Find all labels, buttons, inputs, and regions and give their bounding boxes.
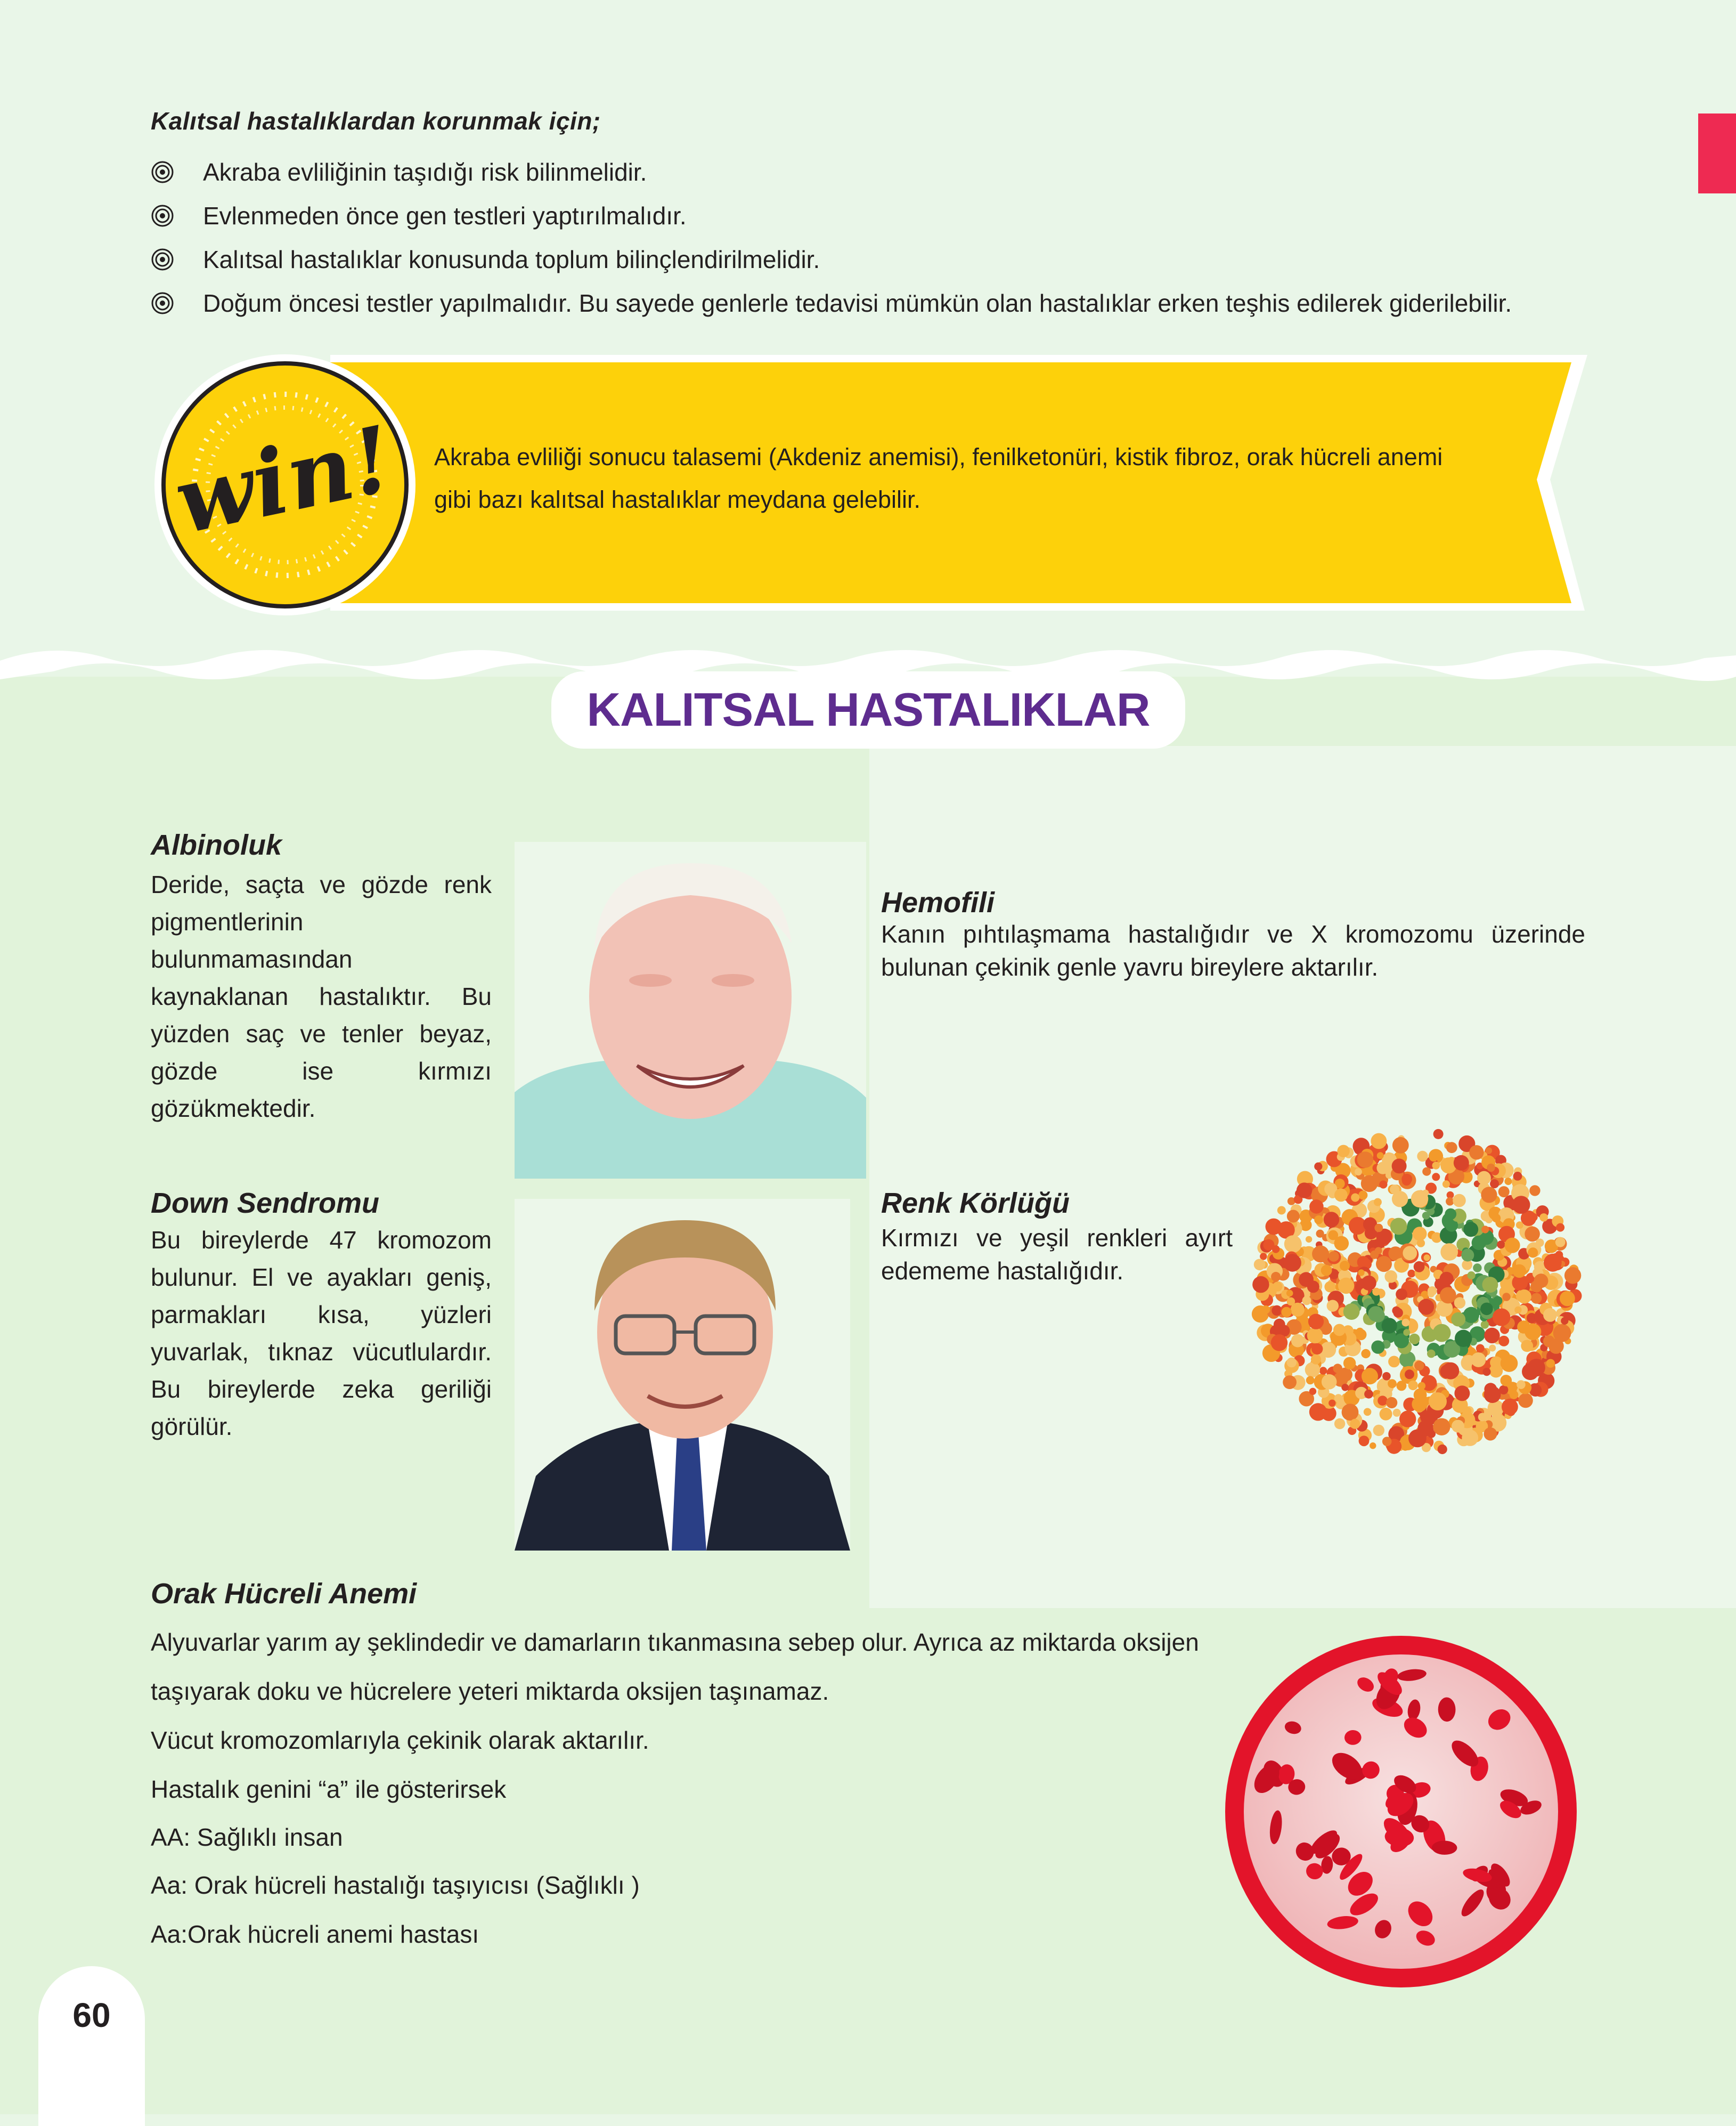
plate-dot bbox=[1358, 1191, 1367, 1200]
plate-dot bbox=[1291, 1334, 1305, 1348]
intro-title: Kalıtsal hastalıklardan korunmak için; bbox=[151, 107, 601, 135]
plate-dot bbox=[1388, 1356, 1400, 1368]
plate-dot bbox=[1438, 1445, 1447, 1454]
plate-dot bbox=[1433, 1129, 1444, 1139]
plate-dot bbox=[1329, 1400, 1335, 1407]
plate-dot bbox=[1525, 1324, 1541, 1340]
plate-dot bbox=[1329, 1251, 1339, 1262]
plate-dot bbox=[1334, 1418, 1345, 1429]
plate-dot bbox=[1401, 1174, 1412, 1184]
plate-dot bbox=[1305, 1362, 1320, 1377]
plate-dot bbox=[1463, 1307, 1479, 1323]
plate-dot bbox=[1501, 1375, 1512, 1386]
plate-dot bbox=[1412, 1397, 1427, 1412]
plate-dot bbox=[1454, 1155, 1469, 1171]
plate-dot bbox=[1501, 1354, 1518, 1372]
plate-dot bbox=[1403, 1246, 1417, 1260]
plate-dot bbox=[1324, 1212, 1339, 1227]
plate-dot bbox=[1440, 1243, 1458, 1261]
plate-dot bbox=[1334, 1236, 1349, 1251]
plate-dot bbox=[1382, 1318, 1397, 1333]
plate-dot bbox=[1432, 1173, 1440, 1181]
orak-title: Orak Hücreli Anemi bbox=[151, 1578, 417, 1610]
plate-dot bbox=[1319, 1367, 1327, 1375]
plate-dot bbox=[1312, 1245, 1329, 1262]
plate-dot bbox=[1324, 1281, 1335, 1293]
plate-dot bbox=[1498, 1186, 1510, 1197]
albinoluk-title: Albinoluk bbox=[151, 829, 282, 861]
plate-dot bbox=[1482, 1277, 1498, 1293]
plate-dot bbox=[1379, 1180, 1387, 1188]
plate-dot bbox=[1493, 1296, 1503, 1305]
albinoluk-text: Deride, saçta ve gözde renk pigmentlerinin bulunmamasından kaynaklanan hastalıktır. Bu yüzden saç ve tenler beyaz, gözde ise kırmızı gözükmektedir. bbox=[151, 871, 492, 1122]
plate-dot bbox=[1504, 1178, 1512, 1185]
plate-dot bbox=[1338, 1278, 1354, 1294]
plate-dot bbox=[1418, 1299, 1434, 1315]
orak-line: taşıyarak doku ve hücrelere yeteri miktarda oksijen taşınamaz. bbox=[151, 1677, 829, 1705]
plate-dot bbox=[1364, 1408, 1372, 1416]
plate-dot bbox=[1487, 1164, 1495, 1172]
plate-dot bbox=[1286, 1358, 1297, 1368]
plate-dot bbox=[1409, 1334, 1420, 1344]
plate-dot bbox=[1482, 1368, 1490, 1376]
plate-dot bbox=[1407, 1270, 1415, 1278]
plate-dot bbox=[1392, 1158, 1407, 1173]
plate-dot bbox=[1283, 1375, 1297, 1389]
plate-dot bbox=[1340, 1261, 1350, 1271]
plate-dot bbox=[1534, 1273, 1548, 1288]
plate-dot bbox=[1390, 1218, 1407, 1235]
orak-line: Vücut kromozomlarıyla çekinik olarak aktarılır. bbox=[151, 1726, 649, 1754]
plate-dot bbox=[1528, 1247, 1538, 1257]
plate-dot bbox=[1408, 1381, 1418, 1390]
plate-dot bbox=[1337, 1145, 1349, 1157]
plate-dot bbox=[1302, 1296, 1311, 1305]
albino-person-photo bbox=[515, 842, 866, 1179]
plate-dot bbox=[1413, 1227, 1427, 1241]
plate-dot bbox=[1343, 1357, 1356, 1369]
plate-dot bbox=[1321, 1265, 1332, 1276]
plate-dot bbox=[1327, 1300, 1339, 1312]
plate-dot bbox=[1357, 1151, 1374, 1168]
plate-dot bbox=[1517, 1380, 1526, 1389]
plate-dot bbox=[1493, 1308, 1510, 1326]
plate-dot bbox=[1454, 1297, 1465, 1308]
plate-dot bbox=[1429, 1152, 1439, 1162]
plate-dot bbox=[1392, 1307, 1400, 1315]
plate-dot bbox=[1414, 1361, 1424, 1371]
plate-dot bbox=[1521, 1340, 1533, 1352]
plate-dot bbox=[1309, 1199, 1324, 1214]
red-edge-tab bbox=[1698, 113, 1736, 193]
plate-dot bbox=[1362, 1276, 1376, 1291]
plate-dot bbox=[1377, 1152, 1384, 1159]
plate-dot bbox=[1362, 1368, 1378, 1384]
plate-dot bbox=[1505, 1238, 1520, 1253]
banner-line: Akraba evliliği sonucu talasemi (Akdeniz anemisi), fenilketonüri, kistik fibroz, orak hücreli anemi bbox=[434, 443, 1443, 470]
list-item-text: Evlenmeden önce gen testleri yaptırılmalıdır. bbox=[203, 202, 687, 230]
plate-dot bbox=[1322, 1374, 1337, 1390]
plate-dot bbox=[1514, 1307, 1521, 1313]
plate-dot bbox=[1414, 1261, 1425, 1272]
plate-dot bbox=[1446, 1142, 1457, 1153]
plate-dot bbox=[1497, 1240, 1505, 1248]
plate-dot bbox=[1291, 1303, 1305, 1317]
orak-line: Aa:Orak hücreli anemi hastası bbox=[151, 1920, 479, 1948]
plate-dot bbox=[1454, 1385, 1470, 1401]
plate-dot bbox=[1461, 1249, 1474, 1262]
plate-dot bbox=[1442, 1180, 1450, 1188]
plate-dot bbox=[1516, 1221, 1523, 1229]
orak-text bbox=[151, 1628, 1323, 1969]
plate-dot bbox=[1445, 1208, 1456, 1220]
plate-dot bbox=[1522, 1393, 1531, 1403]
color-blindness-test-plate bbox=[1246, 1122, 1587, 1463]
list-item-text: Doğum öncesi testler yapılmalıdır. Bu sayede genlerle tedavisi mümkün olan hastalıklar erken teşhis edilerek giderilebilir. bbox=[203, 289, 1512, 317]
section-title: KALITSAL HASTALIKLAR bbox=[586, 683, 1150, 736]
plate-dot bbox=[1422, 1167, 1431, 1176]
plate-dot bbox=[1440, 1287, 1456, 1304]
list-item bbox=[151, 150, 1696, 194]
plate-dot bbox=[1555, 1237, 1566, 1247]
plate-dot bbox=[1351, 1194, 1359, 1202]
plate-dot bbox=[1374, 1224, 1383, 1232]
plate-dot bbox=[1262, 1305, 1270, 1314]
plate-dot bbox=[1333, 1364, 1342, 1373]
plate-dot bbox=[1484, 1427, 1497, 1441]
plate-dot bbox=[1359, 1435, 1370, 1446]
plate-dot bbox=[1522, 1364, 1539, 1381]
plate-dot bbox=[1334, 1394, 1343, 1402]
plate-dot bbox=[1311, 1343, 1323, 1354]
plate-dot bbox=[1396, 1288, 1407, 1300]
plate-dot bbox=[1546, 1359, 1555, 1368]
plate-dot bbox=[1374, 1198, 1382, 1206]
plate-dot bbox=[1405, 1369, 1414, 1379]
plate-dot bbox=[1392, 1191, 1408, 1207]
plate-dot bbox=[1376, 1256, 1392, 1272]
orak-line: Aa: Orak hücreli hastalığı taşıyıcısı (Sağlıklı ) bbox=[151, 1871, 640, 1899]
banner-text bbox=[434, 436, 1553, 521]
page-number-tab bbox=[38, 1966, 145, 2126]
plate-dot bbox=[1355, 1168, 1362, 1175]
plate-dot bbox=[1333, 1324, 1346, 1336]
orak-line: Alyuvarlar yarım ay şeklindedir ve damarların tıkanmasına sebep olur. Ayrıca az miktarda oksijen bbox=[151, 1628, 1199, 1656]
plate-dot bbox=[1311, 1354, 1321, 1365]
plate-dot bbox=[1361, 1349, 1370, 1358]
plate-dot bbox=[1451, 1312, 1465, 1327]
orak-line: Hastalık genini “a” ile gösterirsek bbox=[151, 1775, 507, 1803]
plate-dot bbox=[1373, 1425, 1384, 1436]
plate-dot bbox=[1314, 1163, 1322, 1171]
plate-dot bbox=[1427, 1350, 1436, 1358]
plate-dot bbox=[1306, 1236, 1312, 1243]
plate-dot bbox=[1382, 1372, 1391, 1381]
renk-title: Renk Körlüğü bbox=[881, 1187, 1070, 1219]
plate-dot bbox=[1308, 1314, 1324, 1329]
spiral-bullet-icon bbox=[151, 248, 174, 271]
red-blood-cells-illustration bbox=[1222, 1630, 1579, 1993]
plate-dot bbox=[1489, 1345, 1496, 1352]
plate-dot bbox=[1502, 1293, 1510, 1301]
plate-dot bbox=[1429, 1392, 1447, 1410]
plate-dot bbox=[1393, 1409, 1401, 1417]
plate-dot bbox=[1484, 1386, 1501, 1403]
plate-dot bbox=[1307, 1327, 1323, 1343]
plate-dot bbox=[1356, 1328, 1364, 1336]
plate-dot bbox=[1471, 1352, 1486, 1367]
plate-dot bbox=[1403, 1329, 1410, 1336]
banner-line: gibi bazı kalıtsal hastalıklar meydana gelebilir. bbox=[434, 486, 920, 513]
plate-dot bbox=[1284, 1254, 1301, 1271]
plate-dot bbox=[1560, 1291, 1575, 1307]
plate-dot bbox=[1388, 1379, 1397, 1388]
plate-dot bbox=[1481, 1226, 1489, 1233]
plate-dot bbox=[1309, 1388, 1316, 1395]
plate-dot bbox=[1334, 1189, 1348, 1202]
plate-dot bbox=[1316, 1230, 1324, 1238]
plate-dot bbox=[1484, 1328, 1499, 1343]
plate-dot bbox=[1277, 1206, 1286, 1215]
plate-dot bbox=[1428, 1291, 1435, 1297]
plate-dot bbox=[1372, 1288, 1380, 1296]
plate-dot bbox=[1502, 1399, 1518, 1415]
spiral-bullet-icon bbox=[151, 160, 174, 184]
plate-dot bbox=[1432, 1162, 1440, 1170]
plate-dot bbox=[1263, 1239, 1274, 1251]
plate-dot bbox=[1513, 1172, 1522, 1181]
list-item bbox=[151, 238, 1696, 281]
plate-dot bbox=[1480, 1303, 1493, 1316]
list-item bbox=[151, 281, 1696, 325]
plate-dot bbox=[1254, 1259, 1266, 1271]
plate-dot bbox=[1418, 1382, 1425, 1390]
plate-dot bbox=[1368, 1306, 1383, 1321]
plate-dot bbox=[1481, 1320, 1489, 1328]
plate-dot bbox=[1252, 1276, 1269, 1293]
plate-dot bbox=[1489, 1364, 1503, 1378]
plate-dot bbox=[1453, 1194, 1466, 1207]
plate-dot bbox=[1411, 1190, 1428, 1207]
plate-dot bbox=[1358, 1269, 1364, 1276]
plate-dot bbox=[1424, 1254, 1430, 1261]
win-badge-text: win! bbox=[166, 405, 402, 555]
plate-dot bbox=[1469, 1145, 1484, 1159]
plate-dot bbox=[1384, 1270, 1397, 1283]
plate-dot bbox=[1513, 1264, 1526, 1278]
plate-dot bbox=[1297, 1182, 1312, 1198]
plate-dot bbox=[1260, 1253, 1267, 1260]
plate-dot bbox=[1361, 1175, 1378, 1192]
plate-dot bbox=[1463, 1222, 1478, 1237]
plate-dot bbox=[1314, 1215, 1323, 1224]
plate-dot bbox=[1417, 1420, 1433, 1436]
list-item-text: Kalıtsal hastalıklar konusunda toplum bilinçlendirilmelidir. bbox=[203, 246, 820, 273]
plate-dot bbox=[1422, 1212, 1430, 1220]
list-item-text: Akraba evliliğinin taşıdığı risk bilinmelidir. bbox=[203, 158, 647, 186]
plate-dot bbox=[1433, 1418, 1450, 1435]
plate-dot bbox=[1378, 1395, 1388, 1406]
plate-dot bbox=[1440, 1272, 1454, 1286]
plate-dot bbox=[1341, 1384, 1349, 1391]
plate-dot bbox=[1539, 1213, 1548, 1222]
plate-dot bbox=[1380, 1408, 1392, 1421]
plate-dot bbox=[1342, 1403, 1359, 1421]
plate-dot bbox=[1371, 1341, 1384, 1354]
plate-dot bbox=[1299, 1272, 1314, 1287]
down-text: Bu bireylerde 47 kromozom bulunur. El ve ayakları geniş, parmakları kısa, yüzleri yuvarlak, tıknaz vücutlulardır. Bu bireylerde zeka geriliği görülür. bbox=[151, 1226, 492, 1440]
plate-dot bbox=[1455, 1330, 1472, 1347]
plate-dot bbox=[1371, 1133, 1387, 1149]
hemofili-text: Kanın pıhtılaşmama hastalığıdır ve X kromozomu üzerinde bulunan çekinik genle yavru bireylere aktarılır. bbox=[881, 920, 1585, 981]
plate-dot bbox=[1468, 1271, 1476, 1279]
plate-dot bbox=[1481, 1187, 1497, 1203]
plate-dot bbox=[1392, 1137, 1409, 1154]
down-syndrome-person-photo bbox=[515, 1199, 850, 1551]
spiral-bullet-icon bbox=[151, 204, 174, 228]
plate-dot bbox=[1473, 1263, 1481, 1272]
list-item bbox=[151, 194, 1696, 238]
plate-dot bbox=[1350, 1419, 1360, 1429]
plate-dot bbox=[1284, 1235, 1302, 1253]
plate-dot bbox=[1376, 1162, 1389, 1174]
plate-dot bbox=[1517, 1289, 1531, 1304]
prevention-list bbox=[151, 150, 1696, 325]
plate-dot bbox=[1543, 1308, 1557, 1322]
plate-dot bbox=[1417, 1151, 1428, 1162]
plate-dot bbox=[1402, 1319, 1410, 1327]
plate-dot bbox=[1287, 1210, 1300, 1223]
plate-dot bbox=[1512, 1196, 1530, 1214]
plate-dot bbox=[1440, 1365, 1454, 1378]
plate-dot bbox=[1498, 1336, 1509, 1346]
plate-dot bbox=[1306, 1376, 1315, 1385]
plate-dot bbox=[1556, 1223, 1564, 1232]
plate-dot bbox=[1286, 1290, 1293, 1297]
plate-dot bbox=[1478, 1413, 1487, 1422]
plate-dot bbox=[1510, 1390, 1519, 1399]
plate-dot bbox=[1364, 1390, 1373, 1399]
renk-text: Kırmızı ve yeşil renkleri ayırt edememe hastalığıdır. bbox=[881, 1224, 1233, 1285]
plate-dot bbox=[1561, 1317, 1568, 1325]
plate-dot bbox=[1452, 1420, 1464, 1433]
plate-dot bbox=[1476, 1344, 1485, 1353]
plate-dot bbox=[1536, 1239, 1544, 1247]
plate-dot bbox=[1433, 1324, 1451, 1342]
plate-dot bbox=[1370, 1442, 1376, 1449]
plate-dot bbox=[1462, 1430, 1478, 1446]
down-title: Down Sendromu bbox=[151, 1187, 379, 1219]
plate-dot bbox=[1529, 1185, 1540, 1196]
hemofili-title: Hemofili bbox=[881, 887, 995, 919]
plate-dot bbox=[1281, 1307, 1291, 1317]
page-number: 60 bbox=[72, 1996, 111, 2034]
plate-dot bbox=[1309, 1403, 1327, 1421]
plate-dot bbox=[1472, 1236, 1486, 1250]
spiral-bullet-icon bbox=[151, 291, 174, 315]
plate-dot bbox=[1490, 1179, 1499, 1188]
plate-dot bbox=[1375, 1247, 1382, 1255]
plate-dot bbox=[1531, 1293, 1542, 1304]
plate-dot bbox=[1271, 1272, 1281, 1281]
orak-line: AA: Sağlıklı insan bbox=[151, 1823, 343, 1851]
plate-dot bbox=[1485, 1147, 1492, 1154]
plate-dot bbox=[1343, 1303, 1360, 1320]
plate-dot bbox=[1548, 1338, 1564, 1354]
plate-dot bbox=[1271, 1334, 1287, 1351]
plate-dot bbox=[1564, 1267, 1581, 1284]
plate-dot bbox=[1544, 1254, 1562, 1272]
plate-dot bbox=[1382, 1437, 1392, 1447]
plate-dot bbox=[1399, 1410, 1416, 1427]
plate-dot bbox=[1386, 1397, 1397, 1408]
plate-dot bbox=[1492, 1214, 1501, 1223]
